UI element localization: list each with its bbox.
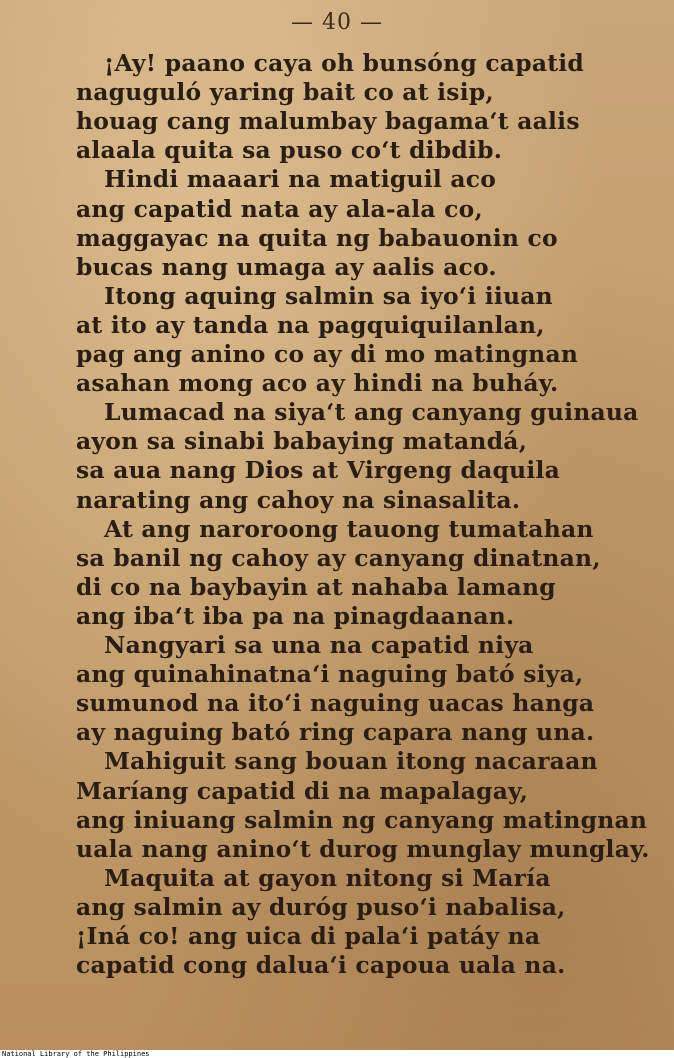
poem-line: narating ang cahoy na sinasalita. (76, 486, 521, 514)
poem-line: Itong aquing salmin sa iyo‘i iiuan (104, 282, 553, 310)
poem-line: Maquita at gayon nitong si María (104, 864, 551, 892)
poem-line: sa aua nang Dios at Virgeng daquila (76, 456, 561, 484)
poem-line: bucas nang umaga ay aalis aco. (76, 253, 497, 281)
poem-line: At ang naroroong tauong tumatahan (104, 515, 594, 543)
poem-line: at ito ay tanda na pagquiquilanlan, (76, 311, 545, 339)
poem-line: pag ang anino co ay di mo matingnan (76, 340, 579, 368)
poem-line: ang salmin ay duróg puso‘i nabalisa, (76, 893, 566, 921)
poem-line: asahan mong aco ay hindi na buháy. (76, 369, 559, 397)
library-credit: National Library of the Philippines (2, 1050, 150, 1058)
poem-line: naguguló yaring bait co at isip, (76, 78, 494, 106)
poem-line: ang quinahinatna‘i naguing bató siya, (76, 660, 584, 688)
poem-line: di co na baybayin at nahaba lamang (76, 573, 556, 601)
page-number: — 40 — (291, 10, 383, 35)
poem-line: ang iba‘t iba pa na pinagdaanan. (76, 602, 515, 630)
poem-line: alaala quita sa puso co‘t dibdib. (76, 136, 503, 164)
poem-line: houag cang malumbay bagama‘t aalis (76, 107, 580, 135)
poem-line: Lumacad na siya‘t ang canyang guinaua (104, 398, 639, 426)
poem-line: sa banil ng cahoy ay canyang dinatnan, (76, 544, 601, 572)
poem-line: ang capatid nata ay ala-ala co, (76, 195, 483, 223)
poem-line: Hindi maaari na matiguil aco (104, 165, 497, 193)
poem-line: maggayac na quita ng babauonin co (76, 224, 558, 252)
poem-line: ay naguing bató ring capara nang una. (76, 718, 595, 746)
poem-line: uala nang anino‘t durog munglay munglay. (76, 835, 650, 863)
poem-line: ¡Ay! paano caya oh bunsóng capatid (104, 49, 585, 77)
poem-line: Maríang capatid di na mapalagay, (76, 777, 529, 805)
poem-line: sumunod na ito‘i naguing uacas hanga (76, 689, 595, 717)
poem-line: capatid cong dalua‘i capoua uala na. (76, 951, 566, 979)
poem-line: ¡Iná co! ang uica di pala‘i patáy na (76, 922, 541, 950)
poem-line: Nangyari sa una na capatid niya (104, 631, 534, 659)
poem-line: Mahiguit sang bouan itong nacaraan (104, 747, 598, 775)
poem-line: ayon sa sinabi babaying matandá, (76, 427, 528, 455)
poem-line: ang iniuang salmin ng canyang matingnan (76, 806, 648, 834)
